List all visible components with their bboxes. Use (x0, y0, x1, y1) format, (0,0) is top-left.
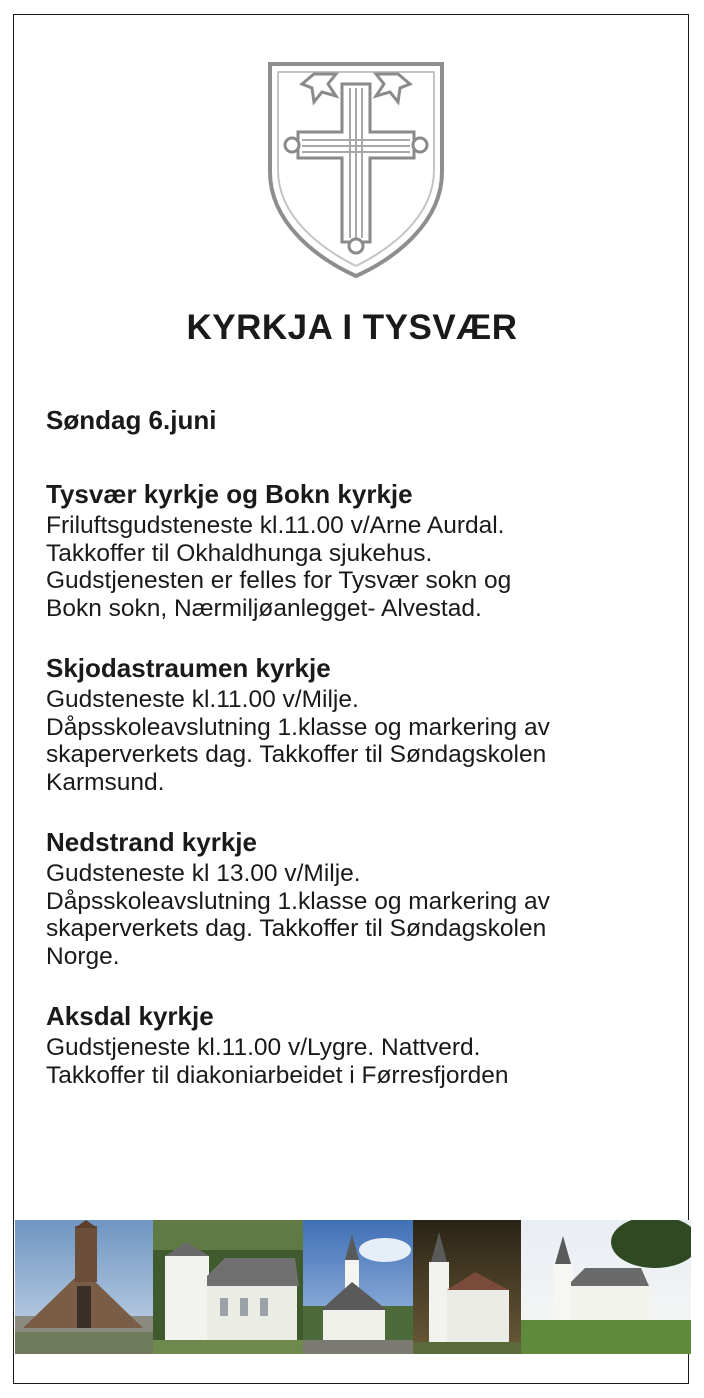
church-photo-5 (521, 1220, 691, 1354)
church-photo-strip (15, 1220, 691, 1354)
service-entry (46, 824, 682, 970)
church-photo-1 (15, 1220, 153, 1354)
church-name: Nedstrand kyrkje (46, 827, 257, 857)
service-line: Dåpsskoleavslutning 1.klasse og markering av (46, 887, 550, 915)
service-line: Bokn sokn, Nærmiljøanlegget- Alvestad. (46, 594, 482, 622)
service-entry (46, 476, 682, 622)
church-photo-2 (153, 1220, 303, 1354)
service-line: skaperverkets dag. Takkoffer til Søndagskolen (46, 741, 547, 768)
service-line: Takkoffer til Okhaldhunga sjukehus. (46, 539, 433, 567)
page-title: KYRKJA I TYSVÆR (186, 308, 518, 347)
church-photo-3 (303, 1220, 413, 1354)
service-date: Søndag 6.juni (46, 405, 217, 435)
service-line: Dåpsskoleavslutning 1.klasse og markering av (46, 713, 550, 741)
service-line: Gudsteneste kl 13.00 v/Milje. (46, 860, 361, 887)
church-photo-4 (413, 1220, 521, 1354)
service-list (46, 402, 682, 1117)
service-line: Karmsund. (46, 768, 165, 796)
church-name: Tysvær kyrkje og Bokn kyrkje (46, 479, 413, 509)
service-line: Gudstjenesten er felles for Tysvær sokn og (46, 567, 512, 594)
service-entry (46, 998, 682, 1089)
service-entry (46, 650, 682, 796)
service-line: Gudstjeneste kl.11.00 v/Lygre. Nattverd. (46, 1034, 481, 1061)
service-line: skaperverkets dag. Takkoffer til Søndagskolen (46, 915, 547, 942)
service-line: Gudsteneste kl.11.00 v/Milje. (46, 686, 359, 713)
service-line: Takkoffer til diakoniarbeidet i Førresfjorden (46, 1061, 509, 1089)
church-name: Aksdal kyrkje (46, 1001, 214, 1031)
service-line: Norge. (46, 942, 120, 970)
service-line: Friluftsgudsteneste kl.11.00 v/Arne Aurdal. (46, 512, 505, 539)
church-name: Skjodastraumen kyrkje (46, 653, 331, 683)
church-of-norway-cross-shield-icon (266, 62, 446, 280)
